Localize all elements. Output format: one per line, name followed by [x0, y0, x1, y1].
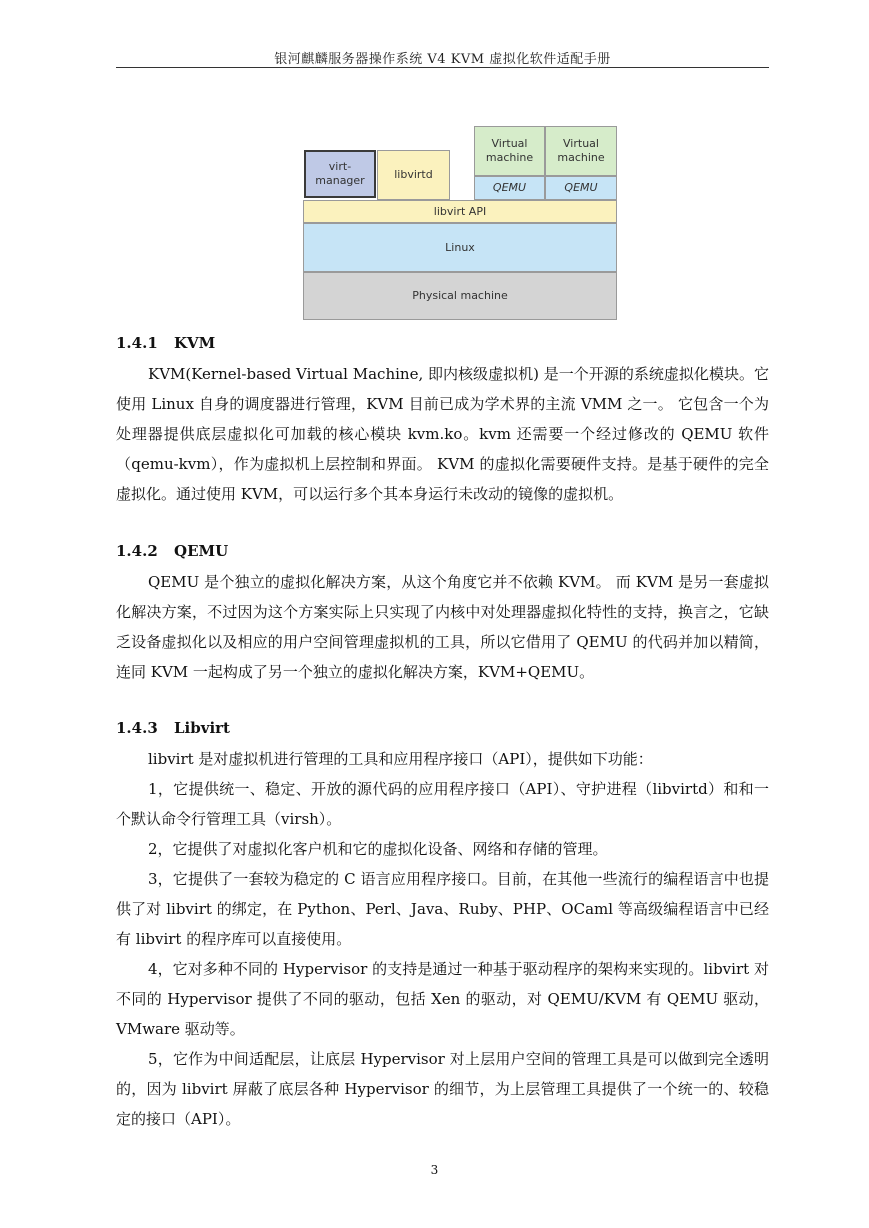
section-number: 1.4.1 — [116, 334, 158, 352]
page-header: 银河麒麟服务器操作系统 V4 KVM 虚拟化软件适配手册 — [274, 52, 611, 67]
physical-machine-layer: Physical machine — [303, 272, 617, 320]
libvirt-api-layer: libvirt API — [303, 200, 617, 223]
libvirt-item-2: 2，它提供了对虚拟化客户机和它的虚拟化设备、网络和存储的管理。 — [148, 840, 608, 858]
qemu-block-2: QEMU — [545, 176, 617, 200]
section-heading-kvm — [116, 334, 215, 352]
section-title: QEMU — [174, 542, 229, 560]
section-title: KVM — [174, 334, 216, 352]
qemu-paragraph: QEMU 是个独立的虚拟化解决方案，从这个角度它并不依赖 KVM。 而 KVM 是另一套虚拟化解决方案，不过因为这个方案实际上只实现了内核中对处理器虚拟化特性的支持，换言之，它缺乏设备虚拟化以及相应的用户空间管理虚拟机的工具，所以它借用了 QEMU 的代码并加以精简，连同 KVM 一起构成了另一个独立的虚拟化解决方案，KVM+QEMU。 — [116, 573, 769, 681]
libvirt-item-5: 5，它作为中间适配层，让底层 Hypervisor 对上层用户空间的管理工具是可以做到完全透明的，因为 libvirt 屏蔽了底层各种 Hypervisor 的细节，为上层管理工具提供了一个统一的、较稳定的接口（API）。 — [116, 1050, 769, 1128]
libvirt-item-1: 1，它提供统一、稳定、开放的源代码的应用程序接口（API）、守护进程（libvirtd）和和一个默认命令行管理工具（virsh）。 — [116, 780, 769, 828]
page-number: 3 — [430, 1163, 439, 1177]
virt-manager-block: virt- manager — [304, 150, 376, 198]
section-heading-qemu — [116, 542, 228, 560]
qemu-block-1: QEMU — [474, 176, 545, 200]
virtual-machine-block-1: Virtual machine — [474, 126, 545, 176]
libvirt-intro: libvirt 是对虚拟机进行管理的工具和应用程序接口（API），提供如下功能： — [148, 750, 653, 768]
section-heading-libvirt — [116, 719, 230, 737]
kvm-paragraph: KVM(Kernel-based Virtual Machine, 即内核级虚拟机) 是一个开源的系统虚拟化模块。它使用 Linux 自身的调度器进行管理，KVM 目前已成为学术界的主流 VMM 之一。 它包含一个为处理器提供底层虚拟化可加载的核心模块 kvm.ko。kvm 还需要一个经过修改的 QEMU 软件（qemu-kvm），作为虚拟机上层控制和界面。 KVM 的虚拟化需要硬件支持。是基于硬件的完全虚拟化。通过使用 KVM，可以运行多个其本身运行未改动的镜像的虚拟机。 — [116, 365, 769, 503]
libvirt-item-3: 3，它提供了一套较为稳定的 C 语言应用程序接口。目前，在其他一些流行的编程语言中也提供了对 libvirt 的绑定，在 Python、Perl、Java、Ruby、PHP、OCaml 等高级编程语言中已经有 libvirt 的程序库可以直接使用。 — [116, 870, 769, 948]
section-number: 1.4.2 — [116, 542, 158, 560]
section-number: 1.4.3 — [116, 719, 158, 737]
kvm-architecture-diagram — [303, 126, 617, 320]
header-rule — [116, 67, 769, 68]
linux-layer: Linux — [303, 223, 617, 272]
libvirt-item-4: 4，它对多种不同的 Hypervisor 的支持是通过一种基于驱动程序的架构来实现的。libvirt 对不同的 Hypervisor 提供了不同的驱动，包括 Xen 的驱动，对 QEMU/KVM 有 QEMU 驱动，VMware 驱动等。 — [116, 960, 769, 1038]
libvirtd-block: libvirtd — [377, 150, 450, 200]
section-title: Libvirt — [174, 719, 230, 737]
virtual-machine-block-2: Virtual machine — [545, 126, 617, 176]
